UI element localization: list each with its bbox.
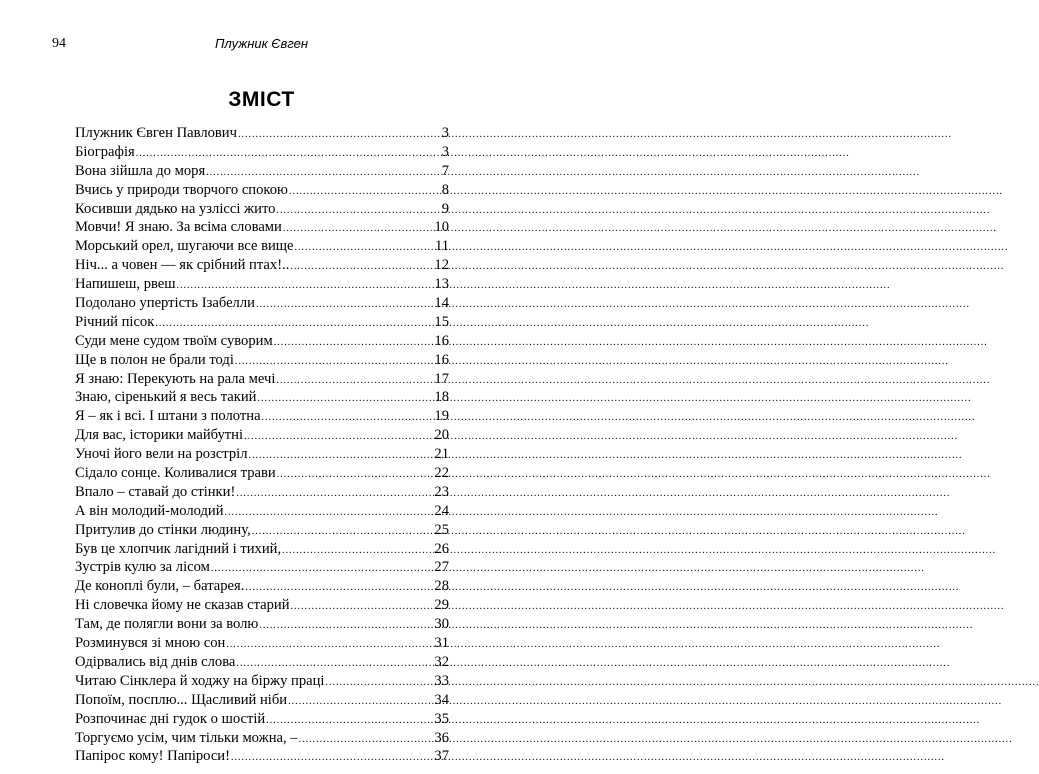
toc-entry-page-number: 36	[434, 729, 449, 746]
toc-dot-leader	[276, 372, 433, 391]
toc-entry-title: Вона зійшла до моря	[75, 162, 206, 179]
toc-entry	[75, 388, 449, 407]
toc-entry-page-number: 14	[434, 295, 449, 312]
toc-entry-title: Ще в полон не брали тоді	[75, 351, 234, 368]
toc-entry-title: А він молодий-молодий	[75, 502, 224, 519]
toc-entry	[75, 615, 449, 634]
toc-entry-page-number: 7	[441, 162, 449, 179]
toc-entry-page-number: 19	[434, 408, 449, 425]
toc-entry-title: Суди мене судом твоїм суворим	[75, 332, 273, 349]
toc-entry-page-number: 15	[434, 313, 449, 330]
toc-entry-title: Мовчи! Я знаю. За всіма словами	[75, 219, 282, 236]
toc-entry-title: Косивши дядько на узліссі жито	[75, 200, 276, 217]
toc-entry-title: Розпочинає дні гудок о шостій	[75, 710, 266, 727]
toc-entry-title: Де коноплі були, – батарея.	[75, 578, 245, 595]
toc-dot-leader	[277, 466, 434, 485]
toc-dot-leader	[276, 202, 440, 221]
toc-entry	[75, 370, 449, 389]
toc-dot-leader	[231, 749, 433, 768]
toc-entry-page-number: 11	[434, 238, 449, 255]
toc-entry-title: Попоїм, посплю... Щасливий ніби	[75, 691, 288, 708]
toc-entry	[75, 256, 449, 275]
toc-entry-title: Морський орел, шугаючи все вище	[75, 238, 294, 255]
toc-dot-leader	[282, 542, 433, 561]
toc-entry	[75, 502, 449, 521]
toc-entry-title: Річний пісок	[75, 313, 155, 330]
toc-entry	[75, 426, 449, 445]
toc-dot-leader	[274, 334, 434, 353]
toc-entry	[75, 313, 449, 332]
toc-dot-leader	[257, 390, 433, 409]
toc-entry-page-number: 9	[441, 200, 449, 217]
toc-entry-page-number: 3	[441, 125, 449, 141]
toc-entry	[75, 558, 449, 577]
toc-entry-title: Притулив до стінки людину,	[75, 521, 251, 538]
toc-entry-title: Плужник Євген Павлович	[75, 125, 237, 141]
toc-entry-page-number: 24	[434, 502, 449, 519]
toc-entry-title: Розминувся зі мною сон	[75, 635, 226, 652]
toc-entry-title: Я – як і всі. І штани з полотна	[75, 408, 261, 425]
toc-entry	[75, 747, 449, 766]
toc-entry	[75, 181, 449, 200]
toc-entry-page-number: 33	[434, 672, 449, 689]
toc-dot-leader	[225, 504, 434, 523]
toc-entry-page-number: 12	[434, 257, 449, 274]
page-header	[52, 36, 471, 56]
toc-entry-page-number: 27	[434, 559, 449, 576]
toc-entry-page-number: 17	[434, 370, 449, 387]
toc-dot-leader	[236, 485, 433, 504]
toc-entry-page-number: 10	[434, 219, 449, 236]
toc-entry-page-number: 29	[434, 597, 449, 614]
toc-dot-leader	[226, 636, 433, 655]
toc-entry-page-number: 30	[434, 616, 449, 633]
toc-entry	[75, 710, 449, 729]
toc-entry	[75, 237, 449, 256]
toc-entry-page-number: 16	[434, 351, 449, 368]
toc-entry-title: Уночі його вели на розстріл	[75, 446, 248, 463]
toc-entry-page-number: 8	[441, 181, 449, 198]
toc-entry	[75, 351, 449, 370]
toc-entry-page-number: 34	[434, 691, 449, 708]
table-of-contents	[75, 124, 449, 766]
toc-entry-page-number: 22	[434, 465, 449, 482]
toc-entry	[75, 407, 449, 426]
toc-entry	[75, 691, 449, 710]
toc-entry	[75, 483, 449, 502]
toc-entry-title: Ні словечка йому не сказав старий	[75, 597, 290, 614]
toc-entry	[75, 218, 449, 237]
toc-entry-page-number: 32	[434, 653, 449, 670]
toc-entry	[75, 596, 449, 615]
toc-entry-title: Одірвались від днів слова	[75, 653, 236, 670]
toc-entry-page-number: 20	[434, 427, 449, 444]
toc-dot-leader	[244, 428, 433, 447]
toc-entry	[75, 332, 449, 351]
toc-entry	[75, 294, 449, 313]
toc-entry-title: Я знаю: Перекують на рала мечі	[75, 370, 276, 387]
toc-dot-leader	[290, 258, 433, 277]
toc-entry-title: Знаю, сіренький я весь такий	[75, 389, 257, 406]
toc-entry-page-number: 35	[434, 710, 449, 727]
toc-dot-leader	[256, 296, 433, 315]
toc-entry-page-number: 13	[434, 276, 449, 293]
toc-dot-leader	[299, 731, 434, 750]
toc-dot-leader	[238, 126, 441, 145]
toc-entry-title: Ніч... а човен — як срібний птах!..	[75, 257, 290, 274]
toc-entry-page-number: 28	[434, 578, 449, 595]
toc-title: ЗМІСТ	[228, 88, 295, 111]
toc-entry-page-number: 37	[434, 748, 449, 765]
toc-entry	[75, 729, 449, 748]
toc-entry-title: Там, де полягли вони за волю	[75, 616, 259, 633]
toc-entry-title: Біографія	[75, 143, 135, 160]
toc-entry	[75, 634, 449, 653]
toc-entry	[75, 275, 449, 294]
toc-entry-title: Впало – ставай до стінки!	[75, 483, 236, 500]
running-title: Плужник Євген	[215, 36, 308, 51]
toc-entry	[75, 653, 449, 672]
toc-entry-title: Зустрів кулю за лісом	[75, 559, 210, 576]
toc-entry-title: Торгуємо усім, чим тільки можна, –	[75, 729, 298, 746]
toc-entry	[75, 200, 449, 219]
toc-dot-leader	[291, 598, 434, 617]
toc-dot-leader	[325, 674, 433, 693]
toc-entry-title: Папірос кому! Папіроси!	[75, 748, 230, 765]
toc-entry	[75, 464, 449, 483]
toc-entry-title: Напишеш, рвеш	[75, 276, 176, 293]
toc-entry-page-number: 3	[441, 143, 449, 160]
toc-dot-leader	[248, 447, 433, 466]
page-number: 94	[52, 36, 66, 51]
toc-dot-leader	[259, 617, 433, 636]
toc-entry-page-number: 25	[434, 521, 449, 538]
toc-entry-page-number: 23	[434, 483, 449, 500]
toc-entry	[75, 162, 449, 181]
toc-entry-title: Читаю Сінклера й ходжу на біржу праці	[75, 672, 325, 689]
toc-dot-leader	[262, 409, 434, 428]
toc-dot-leader	[295, 239, 434, 258]
toc-entry-title: Для вас, історики майбутні	[75, 427, 244, 444]
toc-entry-page-number: 26	[434, 540, 449, 557]
toc-entry	[75, 445, 449, 464]
toc-dot-leader	[289, 183, 441, 202]
toc-dot-leader	[288, 693, 433, 712]
toc-dot-leader	[283, 220, 434, 239]
toc-entry	[75, 540, 449, 559]
toc-entry	[75, 577, 449, 596]
toc-entry-page-number: 31	[434, 635, 449, 652]
toc-entry	[75, 521, 449, 540]
toc-entry	[75, 143, 449, 162]
toc-entry-title: Вчись у природи творчого спокою	[75, 181, 288, 198]
toc-entry-page-number: 16	[434, 332, 449, 349]
toc-entry	[75, 672, 449, 691]
toc-entry-title: Подолано упертість Ізабелли	[75, 295, 255, 312]
toc-entry	[75, 124, 449, 143]
toc-entry-title: Сідало сонце. Коливалися трави	[75, 465, 276, 482]
toc-entry-page-number: 18	[434, 389, 449, 406]
toc-entry-title: Був це хлопчик лагідний і тихий,	[75, 540, 282, 557]
toc-entry-page-number: 21	[434, 446, 449, 463]
